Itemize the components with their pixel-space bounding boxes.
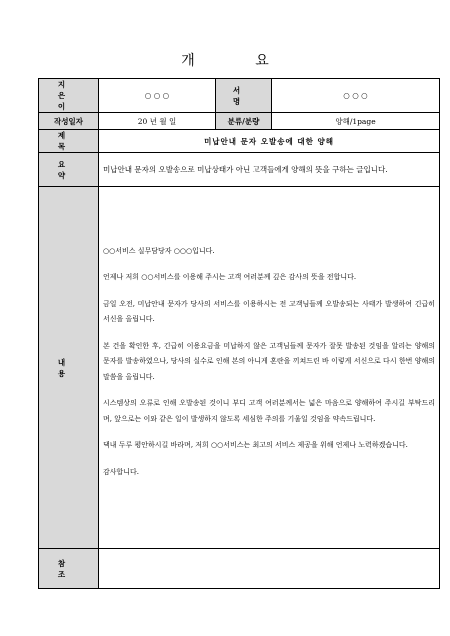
author-value: ○ ○ ○ xyxy=(99,79,216,113)
content-row xyxy=(39,187,440,549)
content-paragraph: 금일 오전, 미납안내 문자가 당사의 서비스를 이용하시는 전 고객님들께 오발송되는 사태가 발생하여 긴급히 서신을 올립니다. xyxy=(103,299,435,324)
content-paragraph: 본 건을 확인한 후, 긴급히 이용요금을 미납하지 않은 고객님들께 문자가 잘못 발송된 것임을 알리는 양해의 문자를 발송하였으나, 당사의 실수로 인해 본의 아니게 혼란을 끼쳐드린 바 이렇게 서신으로 다시 한번 양해의 말씀을 올립니다. xyxy=(103,341,435,381)
subject-value: 미납안내 문자 오발송에 대한 양해 xyxy=(99,130,440,153)
sign-label: 서 명 xyxy=(216,79,272,113)
summary-label: 요 약 xyxy=(39,153,99,187)
content-paragraph: ○○서비스 실무담당자 ○○○입니다. xyxy=(103,246,215,255)
sign-value: ○ ○ ○ xyxy=(272,79,440,113)
summary-row xyxy=(39,153,440,187)
summary-form-table xyxy=(38,78,440,589)
reference-value xyxy=(99,549,440,589)
summary-value: 미납안내 문자의 오발송으로 미납상태가 아닌 고객들에게 양해의 뜻을 구하는 글입니다. xyxy=(99,153,440,187)
date-row xyxy=(39,113,440,130)
document-title: 개 요 xyxy=(181,53,297,69)
content-paragraph: 감사합니다. xyxy=(103,467,140,476)
category-label: 분류/분량 xyxy=(216,113,272,130)
content-label: 내 용 xyxy=(39,187,99,549)
subject-label: 제 목 xyxy=(39,130,99,153)
content-body xyxy=(99,187,440,549)
author-label: 지 은 이 xyxy=(39,79,99,113)
content-paragraph: 언제나 저희 ○○서비스를 이용해 주시는 고객 여러분께 깊은 감사의 뜻을 전합니다. xyxy=(103,273,357,282)
subject-row xyxy=(39,130,440,153)
reference-row xyxy=(39,549,440,589)
reference-label: 참 조 xyxy=(39,549,99,589)
category-value: 양해/1page xyxy=(272,113,440,130)
date-value: 20 년 월 일 xyxy=(99,113,216,130)
content-paragraph: 댁내 두루 평안하시길 바라며, 저희 ○○서비스는 최고의 서비스 제공을 위해 언제나 노력하겠습니다. xyxy=(103,441,408,450)
author-row xyxy=(39,79,440,113)
content-paragraph: 시스템상의 오류로 인해 오발송된 것이니 부디 고객 여러분께서는 넓은 마음으로 양해하여 주시길 부탁드리며, 앞으로는 이와 같은 일이 발생하지 않도록 세심한 주의를 기울일 것임을 약속드립니다. xyxy=(103,399,435,423)
date-label: 작성일자 xyxy=(39,113,99,130)
